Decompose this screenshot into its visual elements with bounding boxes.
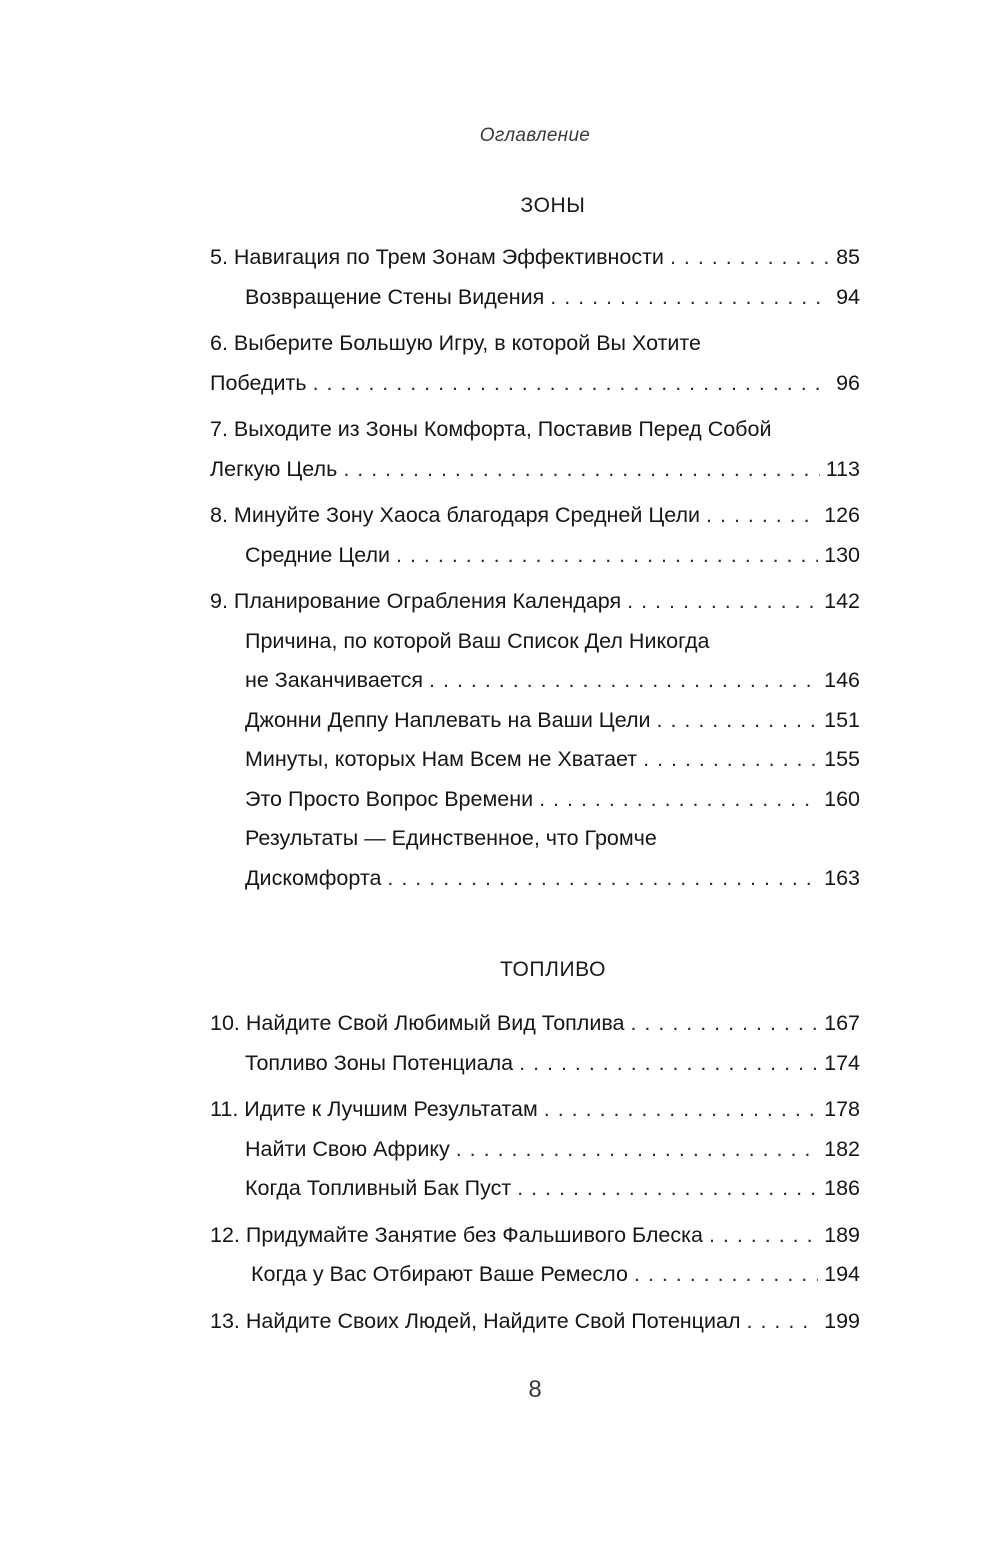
toc-page-number: 167 <box>824 1011 860 1035</box>
toc-page-number: 163 <box>824 865 860 890</box>
toc-entry-title: Легкую Цель <box>210 456 338 481</box>
toc-page-number: 126 <box>824 503 860 527</box>
toc-page-number: 182 <box>824 1136 860 1161</box>
dot-leader <box>429 661 818 701</box>
toc-page-number: 194 <box>824 1262 860 1286</box>
toc-entry-line: 6. Выберите Большую Игру, в которой Вы Хотите <box>210 331 701 355</box>
dot-leader <box>539 780 818 820</box>
toc-subentry[interactable] <box>210 701 860 741</box>
toc-entry-title: Это Просто Вопрос Времени <box>245 786 534 811</box>
toc-entry-title: Средние Цели <box>245 542 391 567</box>
toc-page-number: 199 <box>824 1308 860 1333</box>
running-head: Оглавление <box>479 125 591 146</box>
toc-page-number: 160 <box>824 786 860 811</box>
toc-page-number: 174 <box>824 1050 860 1075</box>
toc-entry-title: Топливо Зоны Потенциала <box>245 1050 514 1075</box>
toc-entry-title: 10. Найдите Свой Любимый Вид Топлива <box>210 1011 625 1035</box>
toc-subentry[interactable] <box>210 780 860 820</box>
toc-page-number: 85 <box>836 245 860 269</box>
toc-entry[interactable] <box>210 1302 860 1342</box>
toc-fuel <box>210 1004 860 1341</box>
toc-subentry-line: Причина, по которой Ваш Список Дел Никогда <box>245 628 710 653</box>
dot-leader <box>519 1044 818 1084</box>
dot-leader <box>313 364 831 404</box>
dot-leader <box>747 1302 819 1342</box>
toc-entry[interactable] <box>210 496 860 536</box>
toc-entry-title: Найти Свою Африку <box>245 1136 450 1161</box>
dot-leader <box>544 1090 818 1130</box>
toc-entry[interactable] <box>210 1216 860 1256</box>
dot-leader <box>643 740 818 780</box>
toc-page-number: 151 <box>824 707 860 732</box>
toc-entry-title: Джонни Деппу Наплевать на Ваши Цели <box>245 707 651 732</box>
toc-subentry[interactable] <box>210 661 860 701</box>
page-number: 8 <box>528 1376 542 1403</box>
toc-subentry[interactable] <box>210 1130 860 1170</box>
toc-page-number: 142 <box>824 589 860 613</box>
toc-page-number: 186 <box>824 1176 860 1200</box>
toc-entry-title: 11. Идите к Лучшим Результатам <box>210 1097 538 1121</box>
toc-entry-title: Дискомфорта <box>245 865 382 890</box>
toc-entry-title: Когда у Вас Отбирают Ваше Ремесло <box>251 1262 628 1286</box>
dot-leader <box>396 536 818 576</box>
dot-leader <box>670 238 830 278</box>
toc-subentry[interactable] <box>210 859 860 899</box>
toc-subentry[interactable] <box>210 1255 860 1295</box>
toc-page-number: 94 <box>836 284 860 309</box>
toc-entry[interactable] <box>210 364 860 404</box>
dot-leader <box>706 496 818 536</box>
toc-entry-title: 5. Навигация по Трем Зонам Эффективности <box>210 245 664 269</box>
dot-leader <box>709 1216 818 1256</box>
toc-page-number: 155 <box>824 747 860 771</box>
dot-leader <box>343 450 819 490</box>
dot-leader <box>550 278 830 318</box>
toc-entry-title: Победить <box>210 370 307 395</box>
section-title-fuel: ТОПЛИВО <box>499 958 607 981</box>
toc-entry-title: Возвращение Стены Видения <box>245 284 545 309</box>
toc-subentry[interactable] <box>210 1169 860 1209</box>
toc-entry-title: 8. Минуйте Зону Хаоса благодаря Средней Цели <box>210 503 701 527</box>
dot-leader <box>456 1130 818 1170</box>
dot-leader <box>634 1255 818 1295</box>
toc-page-number: 113 <box>825 456 860 481</box>
toc-subentry-line: Результаты — Единственное, что Громче <box>245 826 657 850</box>
toc-entry-title: Минуты, которых Нам Всем не Хватает <box>245 747 638 771</box>
toc-zones <box>210 238 860 898</box>
toc-entry[interactable] <box>210 582 860 622</box>
toc-page-number: 178 <box>824 1097 860 1121</box>
toc-entry[interactable] <box>210 1004 860 1044</box>
dot-leader <box>630 1004 818 1044</box>
toc-entry-title: Когда Топливный Бак Пуст <box>245 1176 512 1200</box>
toc-entry-title: 13. Найдите Своих Людей, Найдите Свой Потенциал <box>210 1308 741 1333</box>
dot-leader <box>387 859 818 899</box>
toc-entry-title: 9. Планирование Ограбления Календаря <box>210 589 622 613</box>
toc-page-number: 146 <box>824 668 860 692</box>
toc-subentry[interactable] <box>210 278 860 318</box>
toc-page-number: 130 <box>824 542 860 567</box>
toc-entry[interactable] <box>210 450 860 490</box>
toc-entry-line: 7. Выходите из Зоны Комфорта, Поставив Перед Собой <box>210 417 772 441</box>
toc-entry[interactable] <box>210 238 860 278</box>
dot-leader <box>657 701 819 741</box>
toc-page-number: 189 <box>824 1222 860 1247</box>
toc-page-number: 96 <box>836 370 860 395</box>
toc-entry-title: не Заканчивается <box>245 668 424 692</box>
dot-leader <box>627 582 818 622</box>
toc-subentry[interactable] <box>210 740 860 780</box>
dot-leader <box>517 1169 818 1209</box>
section-title-zones: ЗОНЫ <box>520 194 586 217</box>
toc-entry[interactable] <box>210 1090 860 1130</box>
toc-subentry[interactable] <box>210 536 860 576</box>
toc-entry-title: 12. Придумайте Занятие без Фальшивого Блеска <box>210 1222 703 1247</box>
toc-subentry[interactable] <box>210 1044 860 1084</box>
